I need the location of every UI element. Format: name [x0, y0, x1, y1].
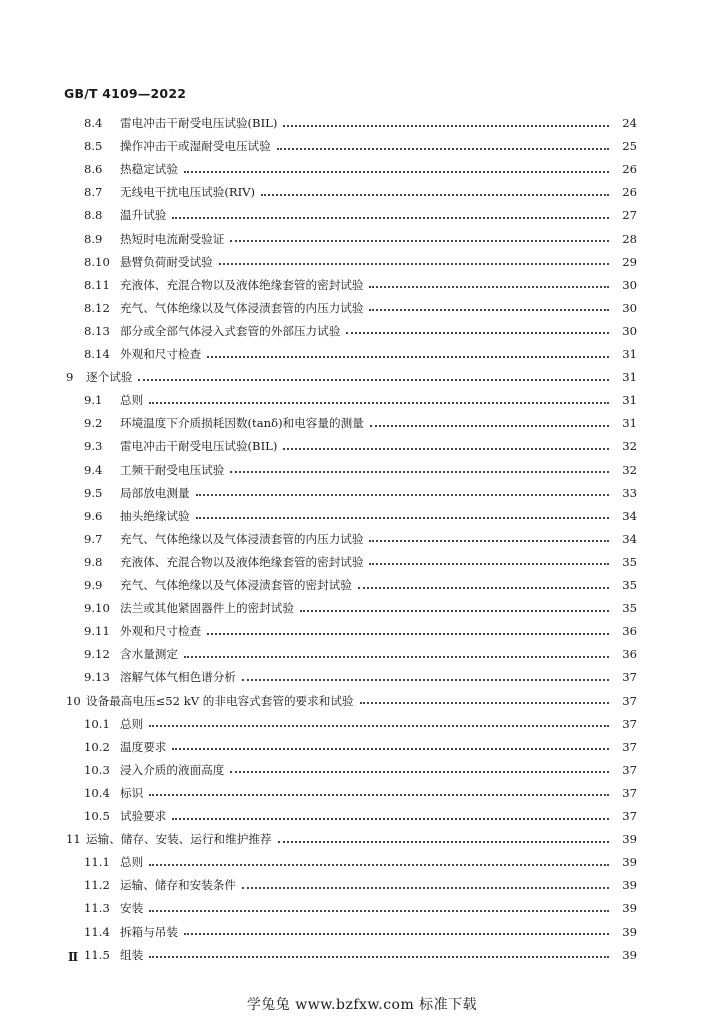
toc-entry-title: 温度要求 [120, 739, 167, 754]
toc-entry[interactable] [0, 482, 724, 504]
toc-entry-title: 浸入介质的液面高度 [120, 762, 225, 777]
toc-entry-page: 37 [622, 809, 637, 823]
toc-entry-number: 11.5 [84, 947, 110, 962]
toc-entry[interactable] [0, 528, 724, 550]
toc-entry-number: 8.13 [84, 323, 110, 338]
toc-entry-number: 8.9 [84, 231, 103, 246]
toc-entry-page: 32 [622, 462, 637, 477]
toc-entry-title: 法兰或其他紧固器件上的密封试验 [120, 601, 294, 616]
toc-entry-title: 总则 [120, 716, 144, 731]
toc-entry[interactable] [0, 921, 724, 943]
toc-entry-title: 逐个试验 [86, 370, 133, 385]
toc-entry[interactable] [0, 320, 724, 342]
toc-entry-number: 11 [66, 832, 81, 847]
toc-leader-dots [207, 632, 609, 635]
toc-entry-page: 24 [622, 116, 637, 130]
toc-entry-title: 溶解气体气相色谱分析 [120, 670, 236, 685]
toc-entry-title: 热短时电流耐受验证 [120, 231, 225, 246]
toc-entry-number: 10.4 [84, 785, 110, 800]
toc-entry-page: 25 [622, 139, 637, 154]
toc-entry-number: 8.10 [84, 254, 110, 269]
toc-entry-page: 34 [622, 508, 637, 523]
toc-leader-dots [230, 239, 609, 242]
toc-entry-number: 10.1 [84, 716, 110, 731]
toc-entry-page: 31 [622, 416, 637, 431]
toc-entry[interactable] [0, 251, 724, 273]
toc-leader-dots [230, 770, 609, 773]
toc-leader-dots [261, 193, 609, 196]
toc-entry[interactable] [0, 828, 724, 850]
toc-entry-number: 9.12 [84, 647, 110, 662]
toc-leader-dots [360, 701, 609, 704]
toc-leader-dots [149, 909, 609, 912]
toc-entry[interactable] [0, 435, 724, 457]
toc-entry[interactable] [0, 713, 724, 735]
toc-entry-title: 充液体、充混合物以及液体绝缘套管的密封试验 [120, 277, 364, 292]
toc-entry-number: 11.3 [84, 901, 110, 916]
toc-entry[interactable] [0, 135, 724, 157]
toc-entry-number: 9.11 [84, 624, 110, 639]
toc-leader-dots [149, 724, 609, 727]
toc-leader-dots [149, 955, 609, 958]
toc-leader-dots [277, 147, 609, 150]
toc-entry-title: 总则 [120, 855, 144, 870]
toc-entry[interactable] [0, 736, 724, 758]
toc-entry-number: 11.4 [84, 924, 110, 939]
toc-leader-dots [369, 308, 609, 311]
toc-entry-title: 操作冲击干或湿耐受电压试验 [120, 139, 271, 154]
toc-entry[interactable] [0, 412, 724, 434]
toc-leader-dots [149, 401, 609, 404]
toc-entry[interactable] [0, 643, 724, 665]
toc-entry-number: 9.6 [84, 508, 103, 523]
toc-entry-title: 含水量测定 [120, 647, 178, 662]
toc-entry-page: 30 [622, 277, 637, 292]
toc-leader-dots [184, 932, 609, 935]
toc-leader-dots [242, 886, 609, 889]
toc-entry-number: 9.1 [84, 393, 103, 408]
toc-entry[interactable] [0, 851, 724, 873]
toc-entry-number: 8.5 [84, 139, 103, 154]
toc-entry[interactable] [0, 597, 724, 619]
toc-entry-title: 部分或全部气体浸入式套管的外部压力试验 [120, 323, 341, 338]
toc-entry-page: 32 [622, 439, 637, 454]
toc-entry-title: 工频干耐受电压试验 [120, 462, 225, 477]
toc-entry-page: 30 [622, 323, 637, 338]
toc-entry[interactable] [0, 551, 724, 573]
toc-entry-page: 37 [622, 762, 637, 777]
toc-entry[interactable] [0, 782, 724, 804]
toc-entry-title: 雷电冲击干耐受电压试验(BIL) [120, 116, 278, 130]
toc-entry-number: 10.5 [84, 809, 110, 823]
toc-entry-page: 31 [622, 347, 637, 361]
toc-entry-number: 10.2 [84, 739, 110, 754]
toc-entry-number: 11.2 [84, 878, 110, 893]
toc-entry-number: 9.10 [84, 601, 110, 616]
toc-entry-title: 组装 [120, 947, 144, 962]
toc-leader-dots [370, 424, 609, 427]
toc-entry-number: 9.13 [84, 670, 110, 685]
toc-entry-title: 试验要求 [120, 809, 167, 823]
toc-entry-title: 雷电冲击干耐受电压试验(BIL) [120, 439, 278, 454]
toc-leader-dots [219, 262, 609, 265]
toc-entry-page: 36 [622, 647, 637, 662]
toc-entry-title: 充气、气体绝缘以及气体浸渍套管的密封试验 [120, 578, 352, 592]
toc-entry-page: 39 [622, 901, 637, 916]
toc-entry-title: 热稳定试验 [120, 162, 178, 177]
toc-entry-page: 26 [622, 162, 637, 177]
toc-entry-title: 拆箱与吊装 [120, 924, 178, 939]
toc-entry-page: 27 [622, 208, 637, 223]
toc-entry[interactable] [0, 181, 724, 203]
toc-entry[interactable] [0, 505, 724, 527]
toc-entry-title: 温升试验 [120, 208, 167, 223]
toc-leader-dots [346, 331, 609, 334]
watermark-text: 学兔兔 www.bzfxw.com 标准下载 [246, 997, 478, 1013]
standard-number-header: GB/T 4109—2022 [64, 86, 187, 101]
toc-entry-number: 9.5 [84, 485, 103, 500]
toc-entry-page: 39 [622, 924, 637, 939]
toc-entry-page: 37 [622, 785, 637, 800]
toc-entry-title: 安装 [120, 901, 144, 916]
toc-entry-number: 8.14 [84, 347, 110, 361]
page-folio: Ⅱ [68, 950, 79, 964]
toc-entry-page: 35 [622, 601, 637, 616]
toc-leader-dots [172, 216, 609, 219]
toc-leader-dots [196, 493, 609, 496]
toc-entry-title: 标识 [120, 785, 144, 800]
toc-entry-page: 39 [622, 855, 637, 870]
toc-entry-number: 9.2 [84, 416, 103, 431]
toc-leader-dots [172, 747, 609, 750]
toc-entry[interactable] [0, 944, 724, 966]
toc-entry-number: 11.1 [84, 855, 110, 870]
toc-leader-dots [369, 539, 609, 542]
toc-entry-number: 10.3 [84, 762, 110, 777]
toc-entry-page: 39 [622, 878, 637, 893]
toc-leader-dots [196, 516, 609, 519]
toc-entry[interactable] [0, 158, 724, 180]
toc-entry-number: 9.3 [84, 439, 103, 454]
toc-entry-number: 8.6 [84, 162, 103, 177]
toc-entry-page: 39 [622, 832, 637, 847]
toc-entry-page: 29 [622, 254, 637, 269]
toc-entry-number: 8.11 [84, 277, 110, 292]
toc-leader-dots [207, 355, 609, 358]
toc-entry-number: 9 [66, 370, 74, 385]
toc-entry-page: 31 [622, 370, 637, 385]
toc-entry[interactable] [0, 274, 724, 296]
toc-entry-number: 9.8 [84, 554, 103, 569]
toc-leader-dots [369, 285, 609, 288]
toc-entry-title: 设备最高电压≤52 kV 的非电容式套管的要求和试验 [86, 693, 354, 708]
toc-entry-number: 8.12 [84, 300, 110, 315]
toc-entry[interactable] [0, 343, 724, 365]
toc-entry[interactable] [0, 228, 724, 250]
toc-entry-title: 外观和尺寸检查 [120, 347, 202, 361]
toc-entry-number: 9.7 [84, 531, 103, 546]
toc-entry[interactable] [0, 366, 724, 388]
toc-entry-page: 31 [622, 393, 637, 408]
toc-entry-page: 33 [622, 485, 637, 500]
toc-entry-title: 抽头绝缘试验 [120, 508, 190, 523]
toc-entry-title: 环境温度下介质损耗因数(tanδ)和电容量的测量 [120, 416, 364, 431]
toc-entry-title: 局部放电测量 [120, 485, 190, 500]
toc-entry-page: 39 [622, 947, 637, 962]
toc-entry[interactable] [0, 666, 724, 688]
toc-entry-page: 37 [622, 716, 637, 731]
toc-entry[interactable] [0, 459, 724, 481]
toc-leader-dots [300, 609, 609, 612]
toc-leader-dots [149, 793, 609, 796]
toc-entry-number: 8.4 [84, 116, 103, 130]
toc-leader-dots [230, 470, 609, 473]
toc-entry-title: 充气、气体绝缘以及气体浸渍套管的内压力试验 [120, 531, 364, 546]
toc-entry-page: 37 [622, 739, 637, 754]
toc-entry-page: 35 [622, 578, 637, 592]
toc-entry[interactable] [0, 297, 724, 319]
toc-entry-title: 外观和尺寸检查 [120, 624, 202, 639]
toc-leader-dots [149, 863, 609, 866]
toc-entry-title: 总则 [120, 393, 144, 408]
toc-entry-page: 26 [622, 185, 637, 200]
toc-entry-page: 37 [622, 693, 637, 708]
toc-leader-dots [283, 447, 609, 450]
toc-entry[interactable] [0, 204, 724, 226]
toc-entry[interactable] [0, 805, 724, 827]
toc-entry-title: 充液体、充混合物以及液体绝缘套管的密封试验 [120, 554, 364, 569]
toc-entry-page: 37 [622, 670, 637, 685]
toc-entry-number: 10 [66, 693, 81, 708]
toc-leader-dots [172, 817, 609, 820]
toc-leader-dots [278, 840, 609, 843]
toc-entry[interactable] [0, 897, 724, 919]
toc-entry-title: 悬臂负荷耐受试验 [120, 254, 213, 269]
toc-entry[interactable] [0, 574, 724, 596]
toc-leader-dots [242, 678, 609, 681]
toc-entry[interactable] [0, 759, 724, 781]
toc-entry-number: 9.9 [84, 578, 103, 592]
toc-entry-title: 运输、储存和安装条件 [120, 878, 236, 893]
toc-entry-number: 9.4 [84, 462, 103, 477]
toc-entry[interactable] [0, 620, 724, 642]
toc-leader-dots [184, 170, 609, 173]
toc-entry-page: 35 [622, 554, 637, 569]
toc-leader-dots [184, 655, 609, 658]
toc-entry-page: 28 [622, 231, 637, 246]
toc-entry-number: 8.7 [84, 185, 103, 200]
toc-entry[interactable] [0, 389, 724, 411]
toc-entry[interactable] [0, 690, 724, 712]
toc-entry-title: 充气、气体绝缘以及气体浸渍套管的内压力试验 [120, 300, 364, 315]
toc-leader-dots [358, 586, 609, 589]
toc-entry-title: 运输、储存、安装、运行和维护推荐 [86, 832, 272, 847]
toc-leader-dots [283, 124, 609, 127]
toc-entry-page: 36 [622, 624, 637, 639]
toc-leader-dots [369, 562, 609, 565]
toc-entry[interactable] [0, 112, 724, 134]
toc-leader-dots [138, 378, 609, 381]
toc-entry-number: 8.8 [84, 208, 103, 223]
toc-entry-title: 无线电干扰电压试验(RIV) [120, 185, 256, 200]
toc-entry[interactable] [0, 874, 724, 896]
toc-entry-page: 30 [622, 300, 637, 315]
toc-entry-page: 34 [622, 531, 637, 546]
